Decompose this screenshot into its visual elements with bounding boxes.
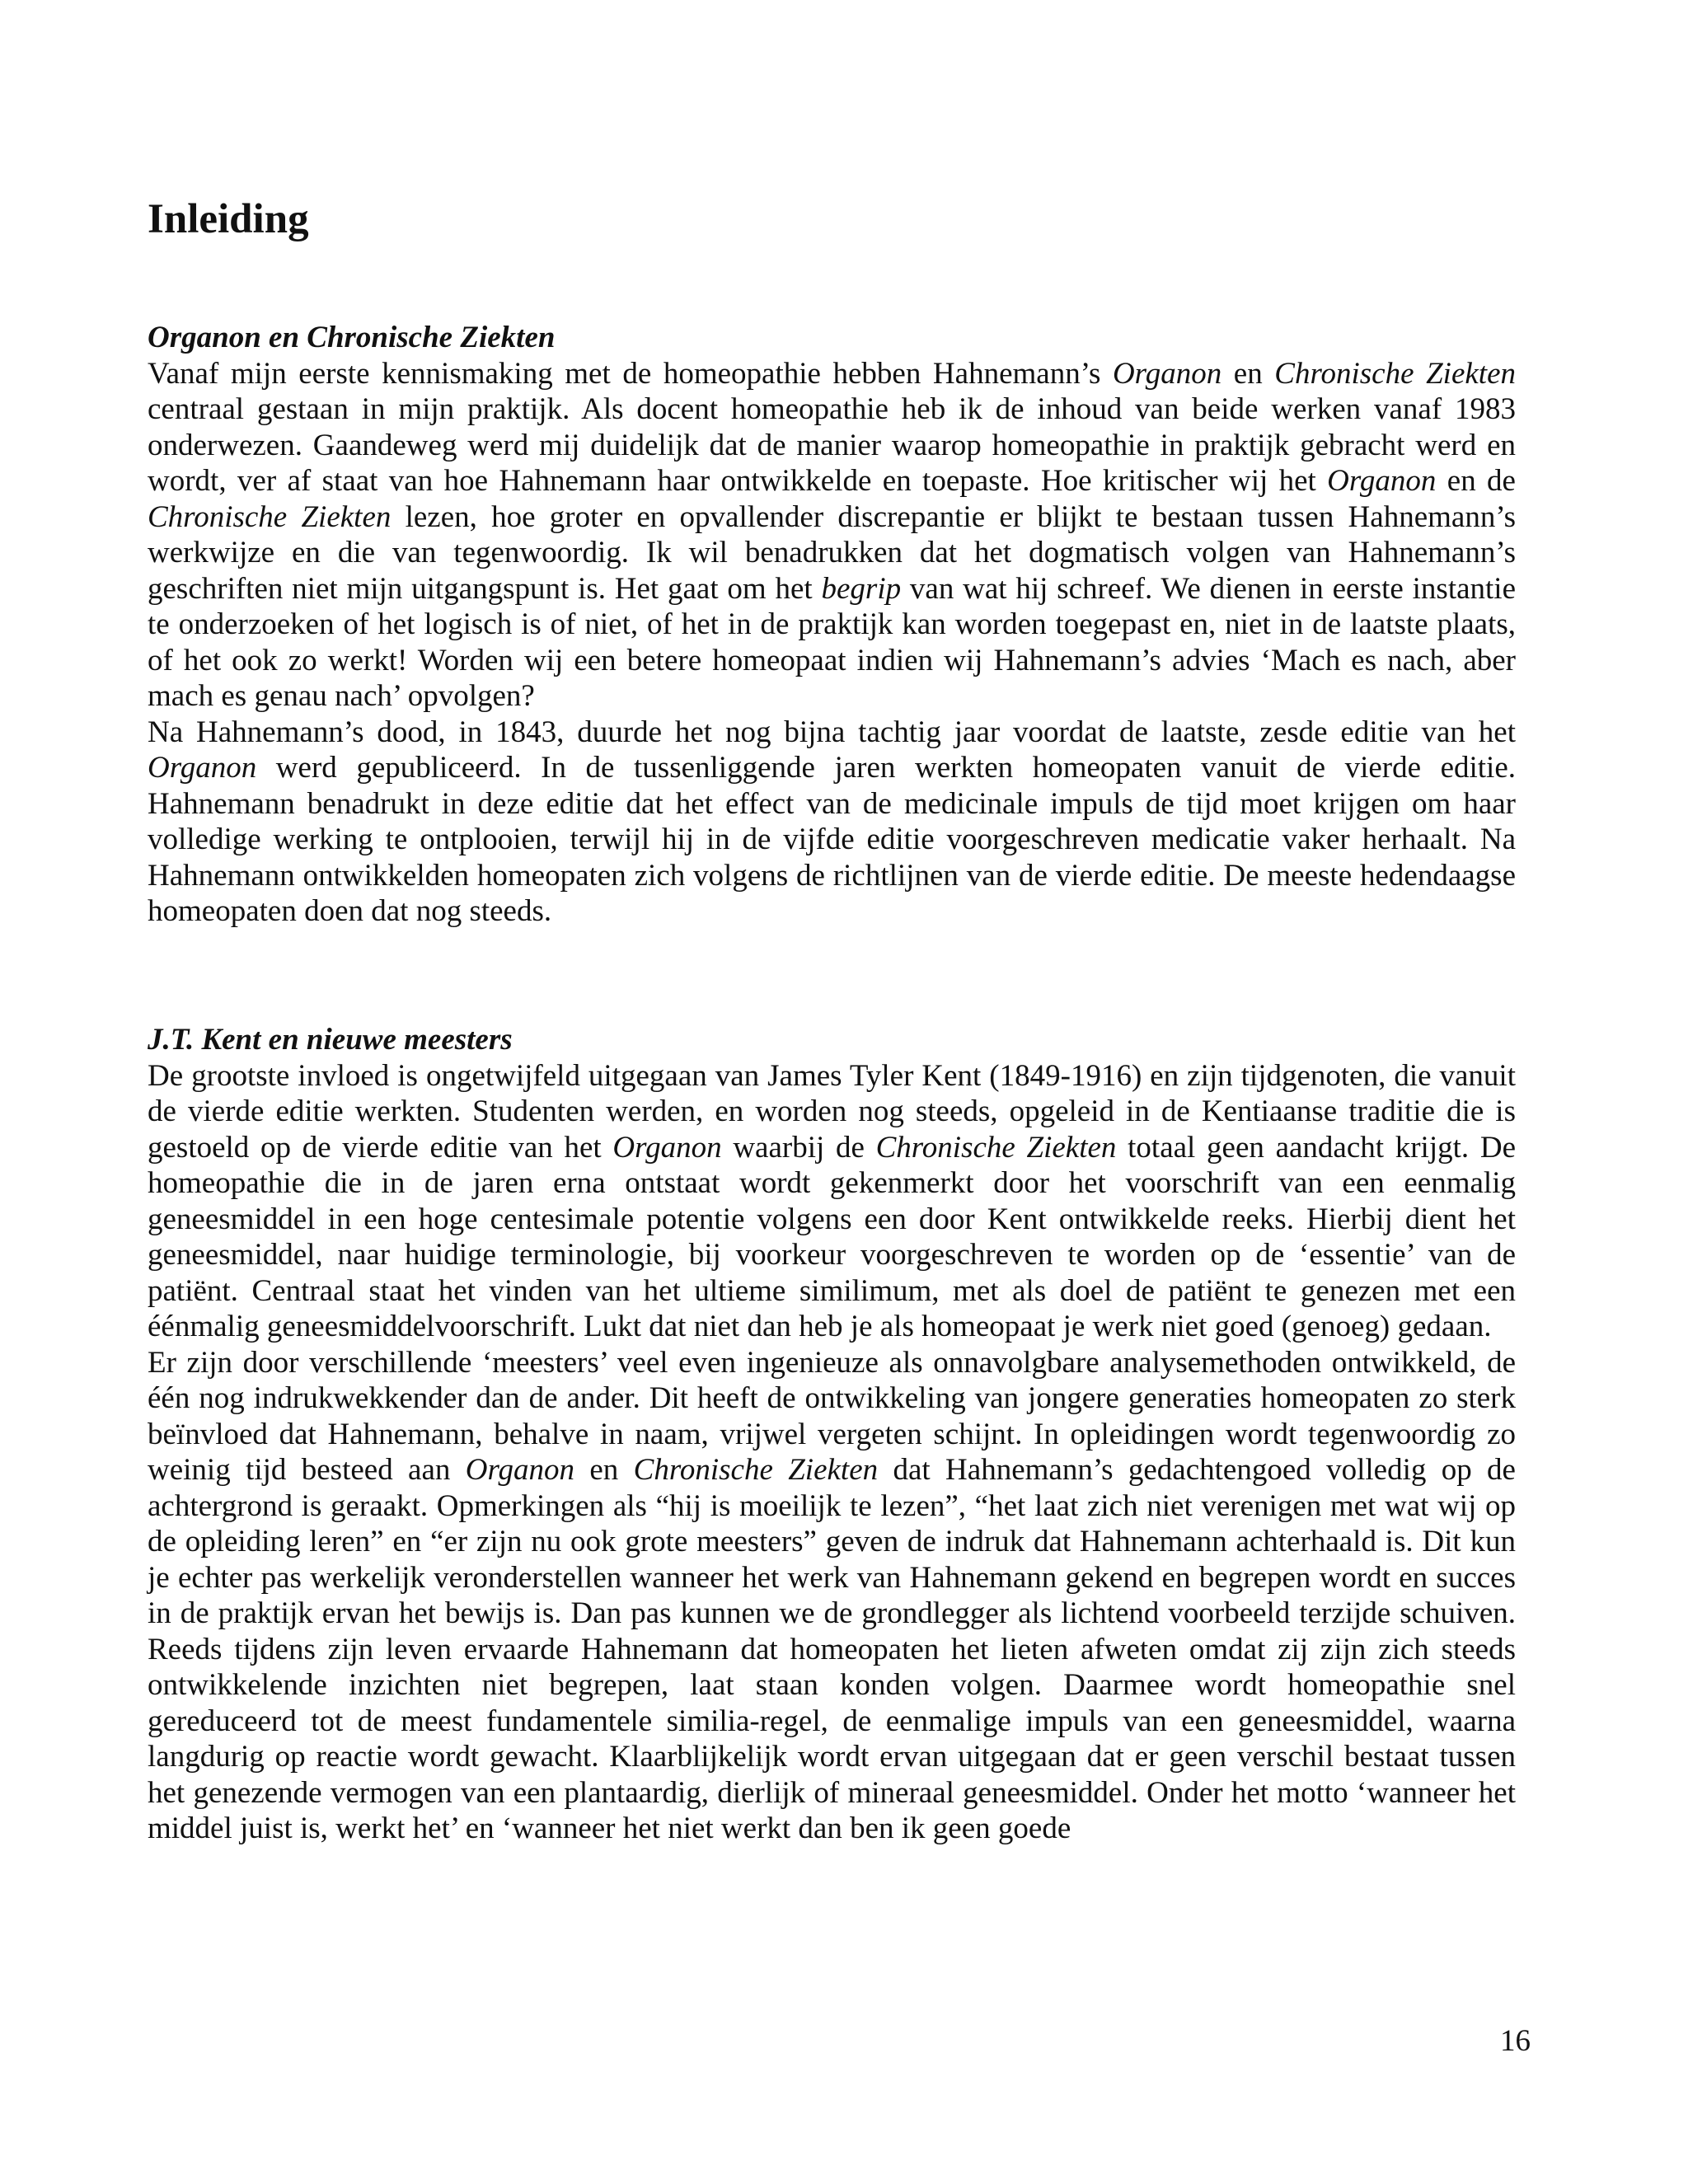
section-kent bbox=[148, 1022, 1516, 1847]
page-title: Inleiding bbox=[148, 196, 309, 242]
text-run: Er zijn door verschillende ‘meesters’ veel even ingenieuze als onnavolgbare analysemethoden ontwikkeld, de één nog indrukwekkender dan de ander. Dit heeft de ontwikkeling van jongere generaties homeopaten zo sterk beïnvloed dat Hahnemann, behalve in naam, vrijwel vergeten schijnt. In opleidingen wordt tegenwoordig zo weinig tijd besteed aan bbox=[148, 1345, 1516, 1487]
italic-term: Organon bbox=[1112, 356, 1222, 391]
section-heading: Organon en Chronische Ziekten bbox=[148, 321, 556, 354]
paragraph bbox=[148, 1345, 1516, 1847]
text-run: van wat hij schreef. We dienen in eerste instantie te onderzoeken of het logisch is of niet, of het in de praktijk kan worden toegepast en, niet in de laatste plaats, of het ook zo werkt! Worden wij een betere homeopaat indien wij Hahnemann’s advies ‘Mach es nach, aber mach es genau nach’ opvolgen? bbox=[148, 571, 1516, 713]
paragraph bbox=[148, 1058, 1516, 1345]
italic-term: Chronische Ziekten bbox=[633, 1453, 879, 1487]
italic-term: Organon bbox=[465, 1453, 574, 1487]
text-run: Vanaf mijn eerste kennismaking met de homeopathie hebben Hahnemann’s bbox=[148, 356, 1113, 391]
text-run: totaal geen aandacht krijgt. De homeopathie die in de jaren erna ontstaat wordt gekenmerkt door het voorschrift van een eenmalig geneesmiddel in een hoge centesimale potentie volgens een door Kent ontwikkelde reeks. Hierbij dient het geneesmiddel, naar huidige terminologie, bij voorkeur voorgeschreven te worden op de ‘essentie’ van de patiënt. Centraal staat het vinden van het ultieme similimum, met als doel de patiënt te genezen met een éénmalig geneesmiddelvoorschrift. Lukt dat niet dan heb je als homeopaat je werk niet goed (genoeg) gedaan. bbox=[148, 1130, 1516, 1343]
italic-term: begrip bbox=[821, 571, 902, 606]
text-run: waarbij de bbox=[721, 1130, 876, 1165]
italic-term: Organon bbox=[612, 1130, 722, 1165]
section-heading: J.T. Kent en nieuwe meesters bbox=[148, 1023, 513, 1057]
italic-term: Chronische Ziekten bbox=[875, 1130, 1117, 1165]
text-run: lezen, hoe groter en opvallender discrepantie er blijkt te bestaan tussen Hahnemann’s werkwijze en die van tegenwoordig. Ik wil benadrukken dat het dogmatisch volgen van Hahnemann’s geschriften niet mijn uitgangspunt is. Het gaat om het bbox=[148, 499, 1516, 606]
italic-term: Chronische Ziekten bbox=[1274, 356, 1516, 391]
text-run: en bbox=[574, 1453, 634, 1487]
text-run: centraal gestaan in mijn praktijk. Als docent homeopathie heb ik de inhoud van beide werken vanaf 1983 onderwezen. Gaandeweg werd mij duidelijk dat de manier waarop homeopathie in praktijk gebracht werd en wordt, ver af staat van hoe Hahnemann haar ontwikkelde en toepaste. Hoe kritischer wij het bbox=[148, 392, 1516, 498]
text-run: dat Hahnemann’s gedachtengoed volledig op de achtergrond is geraakt. Opmerkingen als “hij is moeilijk te lezen”, “het laat zich niet verenigen met wat wij op de opleiding leren” en “er zijn nu ook grote meesters” geven de indruk dat Hahnemann achterhaald is. Dit kun je echter pas werkelijk veronderstellen wanneer het werk van Hahnemann gekend en begrepen wordt en succes in de praktijk ervan het bewijs is. Dan pas kunnen we de grondlegger als lichtend voorbeeld terzijde schuiven. Reeds tijdens zijn leven ervaarde Hahnemann dat homeopaten het lieten afweten omdat zij zijn zich steeds ontwikkelende inzichten niet begrepen, laat staan konden volgen. Daarmee wordt homeopathie snel gereduceerd tot de meest fundamentele similia-regel, de eenmalige impuls van een geneesmiddel, waarna langdurig op reactie wordt gewacht. Klaarblijkelijk wordt ervan uitgegaan dat er geen verschil bestaat tussen het genezende vermogen van een plantaardig, dierlijk of mineraal geneesmiddel. Onder het motto ‘wanneer het middel juist is, werkt het’ en ‘wanneer het niet werkt dan ben ik geen goede bbox=[148, 1453, 1516, 1845]
italic-term: Chronische Ziekten bbox=[148, 499, 392, 534]
text-run: werd gepubliceerd. In de tussenliggende jaren werkten homeopaten vanuit de vierde editie. Hahnemann benadrukt in deze editie dat het effect van de medicinale impuls de tijd moet krijgen om haar volledige werking te ontplooien, terwijl hij in de vijfde editie voorgeschreven medicatie vaker herhaalt. Na Hahnemann ontwikkelden homeopaten zich volgens de richtlijnen van de vierde editie. De meeste hedendaagse homeopaten doen dat nog steeds. bbox=[148, 751, 1516, 928]
text-run: en de bbox=[1436, 464, 1516, 498]
paragraph bbox=[148, 356, 1516, 715]
italic-term: Organon bbox=[148, 751, 257, 785]
italic-term: Organon bbox=[1327, 464, 1437, 498]
text-run: De grootste invloed is ongetwijfeld uitgegaan van James Tyler Kent (1849-1916) en zijn tijdgenoten, die vanuit de vierde editie werkten. Studenten werden, en worden nog steeds, opgeleid in de Kentiaanse traditie die is gestoeld op de vierde editie van het bbox=[148, 1058, 1516, 1165]
paragraph bbox=[148, 715, 1516, 930]
text-run: en bbox=[1221, 356, 1275, 391]
text-run: Na Hahnemann’s dood, in 1843, duurde het nog bijna tachtig jaar voordat de laatste, zesde editie van het bbox=[148, 715, 1516, 749]
section-organon bbox=[148, 320, 1516, 930]
page-number: 16 bbox=[1500, 2024, 1531, 2058]
